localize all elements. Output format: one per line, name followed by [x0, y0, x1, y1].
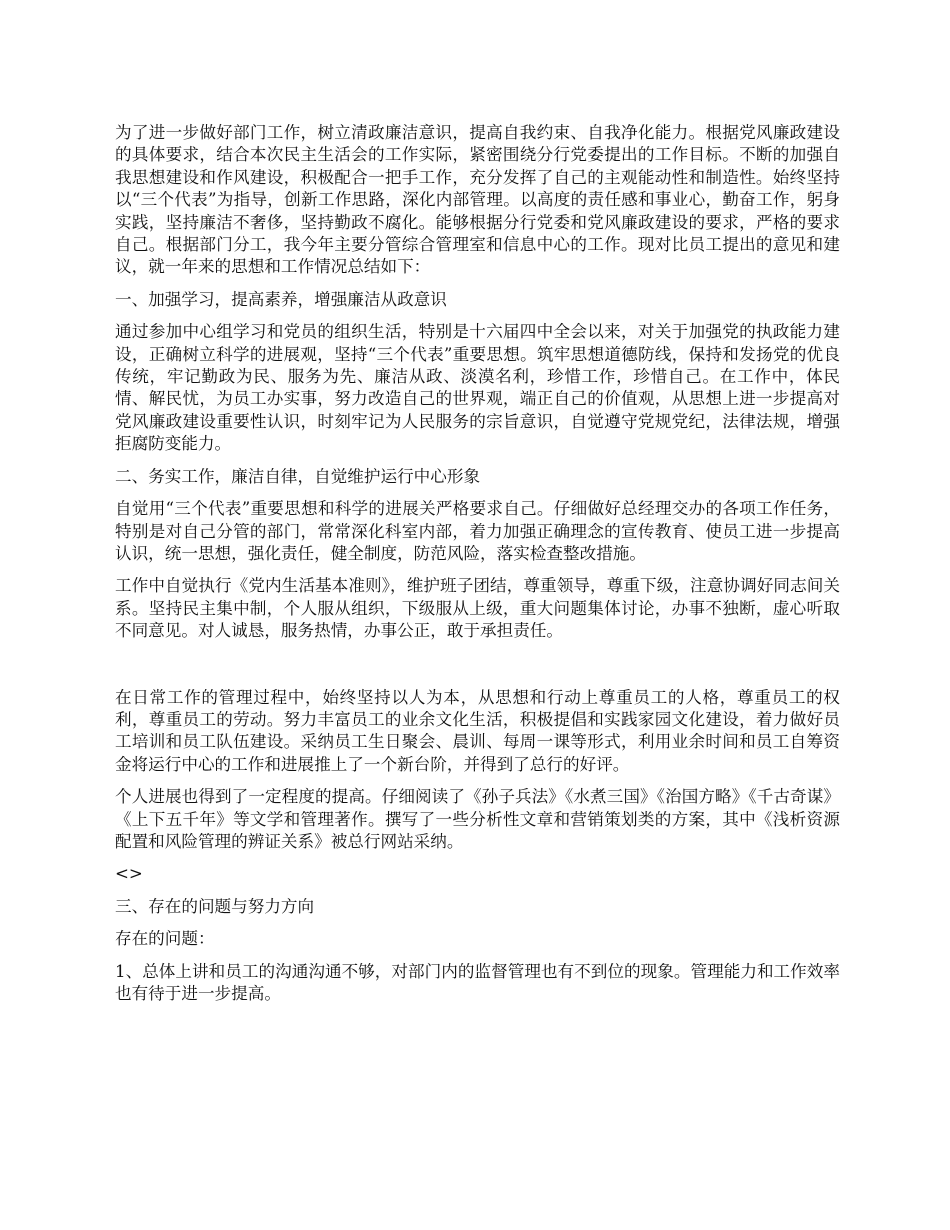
section-heading-2: 二、务实工作，廉洁自律，自觉维护运行中心形象 [115, 466, 481, 486]
paragraph-rules: 工作中自觉执行《党内生活基本准则》，维护班子团结，尊重领导，尊重下级，注意协调好同志间关系。坚持民主集中制，个人服从组织，下级服从上级，重大问题集体讨论，办事不独断，虚心听取不同意见。对人诚恳，服务热情，办事公正，敢于承担责任。 [115, 576, 840, 641]
document-page [115, 122, 840, 1015]
paragraph-work: 自觉用“三个代表”重要思想和科学的进展关严格要求自己。仔细做好总经理交办的各项工作任务，特别是对自己分管的部门，常常深化科室内部，着力加强正确理念的宣传教育、使员工进一步提高认识，统一思想，强化责任，健全制度，防范风险，落实检查整改措施。 [115, 499, 840, 563]
paragraph-problems-label: 存在的问题： [115, 929, 215, 949]
paragraph-problem-1: 1、总体上讲和员工的沟通沟通不够，对部门内的监督管理也有不到位的现象。管理能力和工作效率也有待于进一步提高。 [115, 961, 840, 1003]
paragraph-personal: 个人进展也得到了一定程度的提高。仔细阅读了《孙子兵法》《水煮三国》《治国方略》《千古奇谋》《上下五千年》等文学和管理著作。撰写了一些分析性文章和营销策划类的方案，其中《浅析资源配置和风险管理的辨证关系》被总行网站采纳。 [115, 787, 840, 851]
blank-spacer [115, 653, 840, 687]
marker-text: <> [115, 864, 143, 884]
paragraph-study: 通过参加中心组学习和党员的组织生活，特别是十六届四中全会以来，对关于加强党的执政能力建设，正确树立科学的进展观，坚持“三个代表”重要思想。筑牢思想道德防线，保持和发扬党的优良传统，牢记勤政为民、服务为先、廉洁从政、淡漠名利，珍惜工作，珍惜自己。在工作中，体民情、解民忧，为员工办实事，努力改造自己的世界观，端正自己的价值观，从思想上进一步提高对党风廉政建设重要性认识，时刻牢记为人民服务的宗旨意识，自觉遵守党规党纪，法律法规，增强拒腐防变能力。 [115, 322, 840, 454]
paragraph-intro: 为了进一步做好部门工作，树立清政廉洁意识，提高自我约束、自我净化能力。根据党风廉政建设的具体要求，结合本次民主生活会的工作实际，紧密围绕分行党委提出的工作目标。不断的加强自我思想建设和作风建设，积极配合一把手工作，充分发挥了自己的主观能动性和制造性。始终坚持以“三个代表”为指导，创新工作思路，深化内部管理。以高度的责任感和事业心，勤奋工作，躬身实践，坚持廉洁不奢侈，坚持勤政不腐化。能够根据分行党委和党风廉政建设的要求，严格的要求自己。根据部门分工，我今年主要分管综合管理室和信息中心的工作。现对比员工提出的意见和建议，就一年来的思想和工作情况总结如下： [115, 123, 840, 277]
section-heading-3: 三、存在的问题与努力方向 [115, 896, 315, 916]
paragraph-management: 在日常工作的管理过程中，始终坚持以人为本，从思想和行动上尊重员工的人格，尊重员工的权利，尊重员工的劳动。努力丰富员工的业余文化生活，积极提倡和实践家园文化建设，着力做好员工培训和员工队伍建设。采纳员工生日聚会、晨训、每周一课等形式，利用业余时间和员工自筹资金将运行中心的工作和进展推上了一个新台阶，并得到了总行的好评。 [115, 687, 840, 774]
section-heading-1: 一、加强学习，提高素养，增强廉洁从政意识 [115, 289, 447, 309]
